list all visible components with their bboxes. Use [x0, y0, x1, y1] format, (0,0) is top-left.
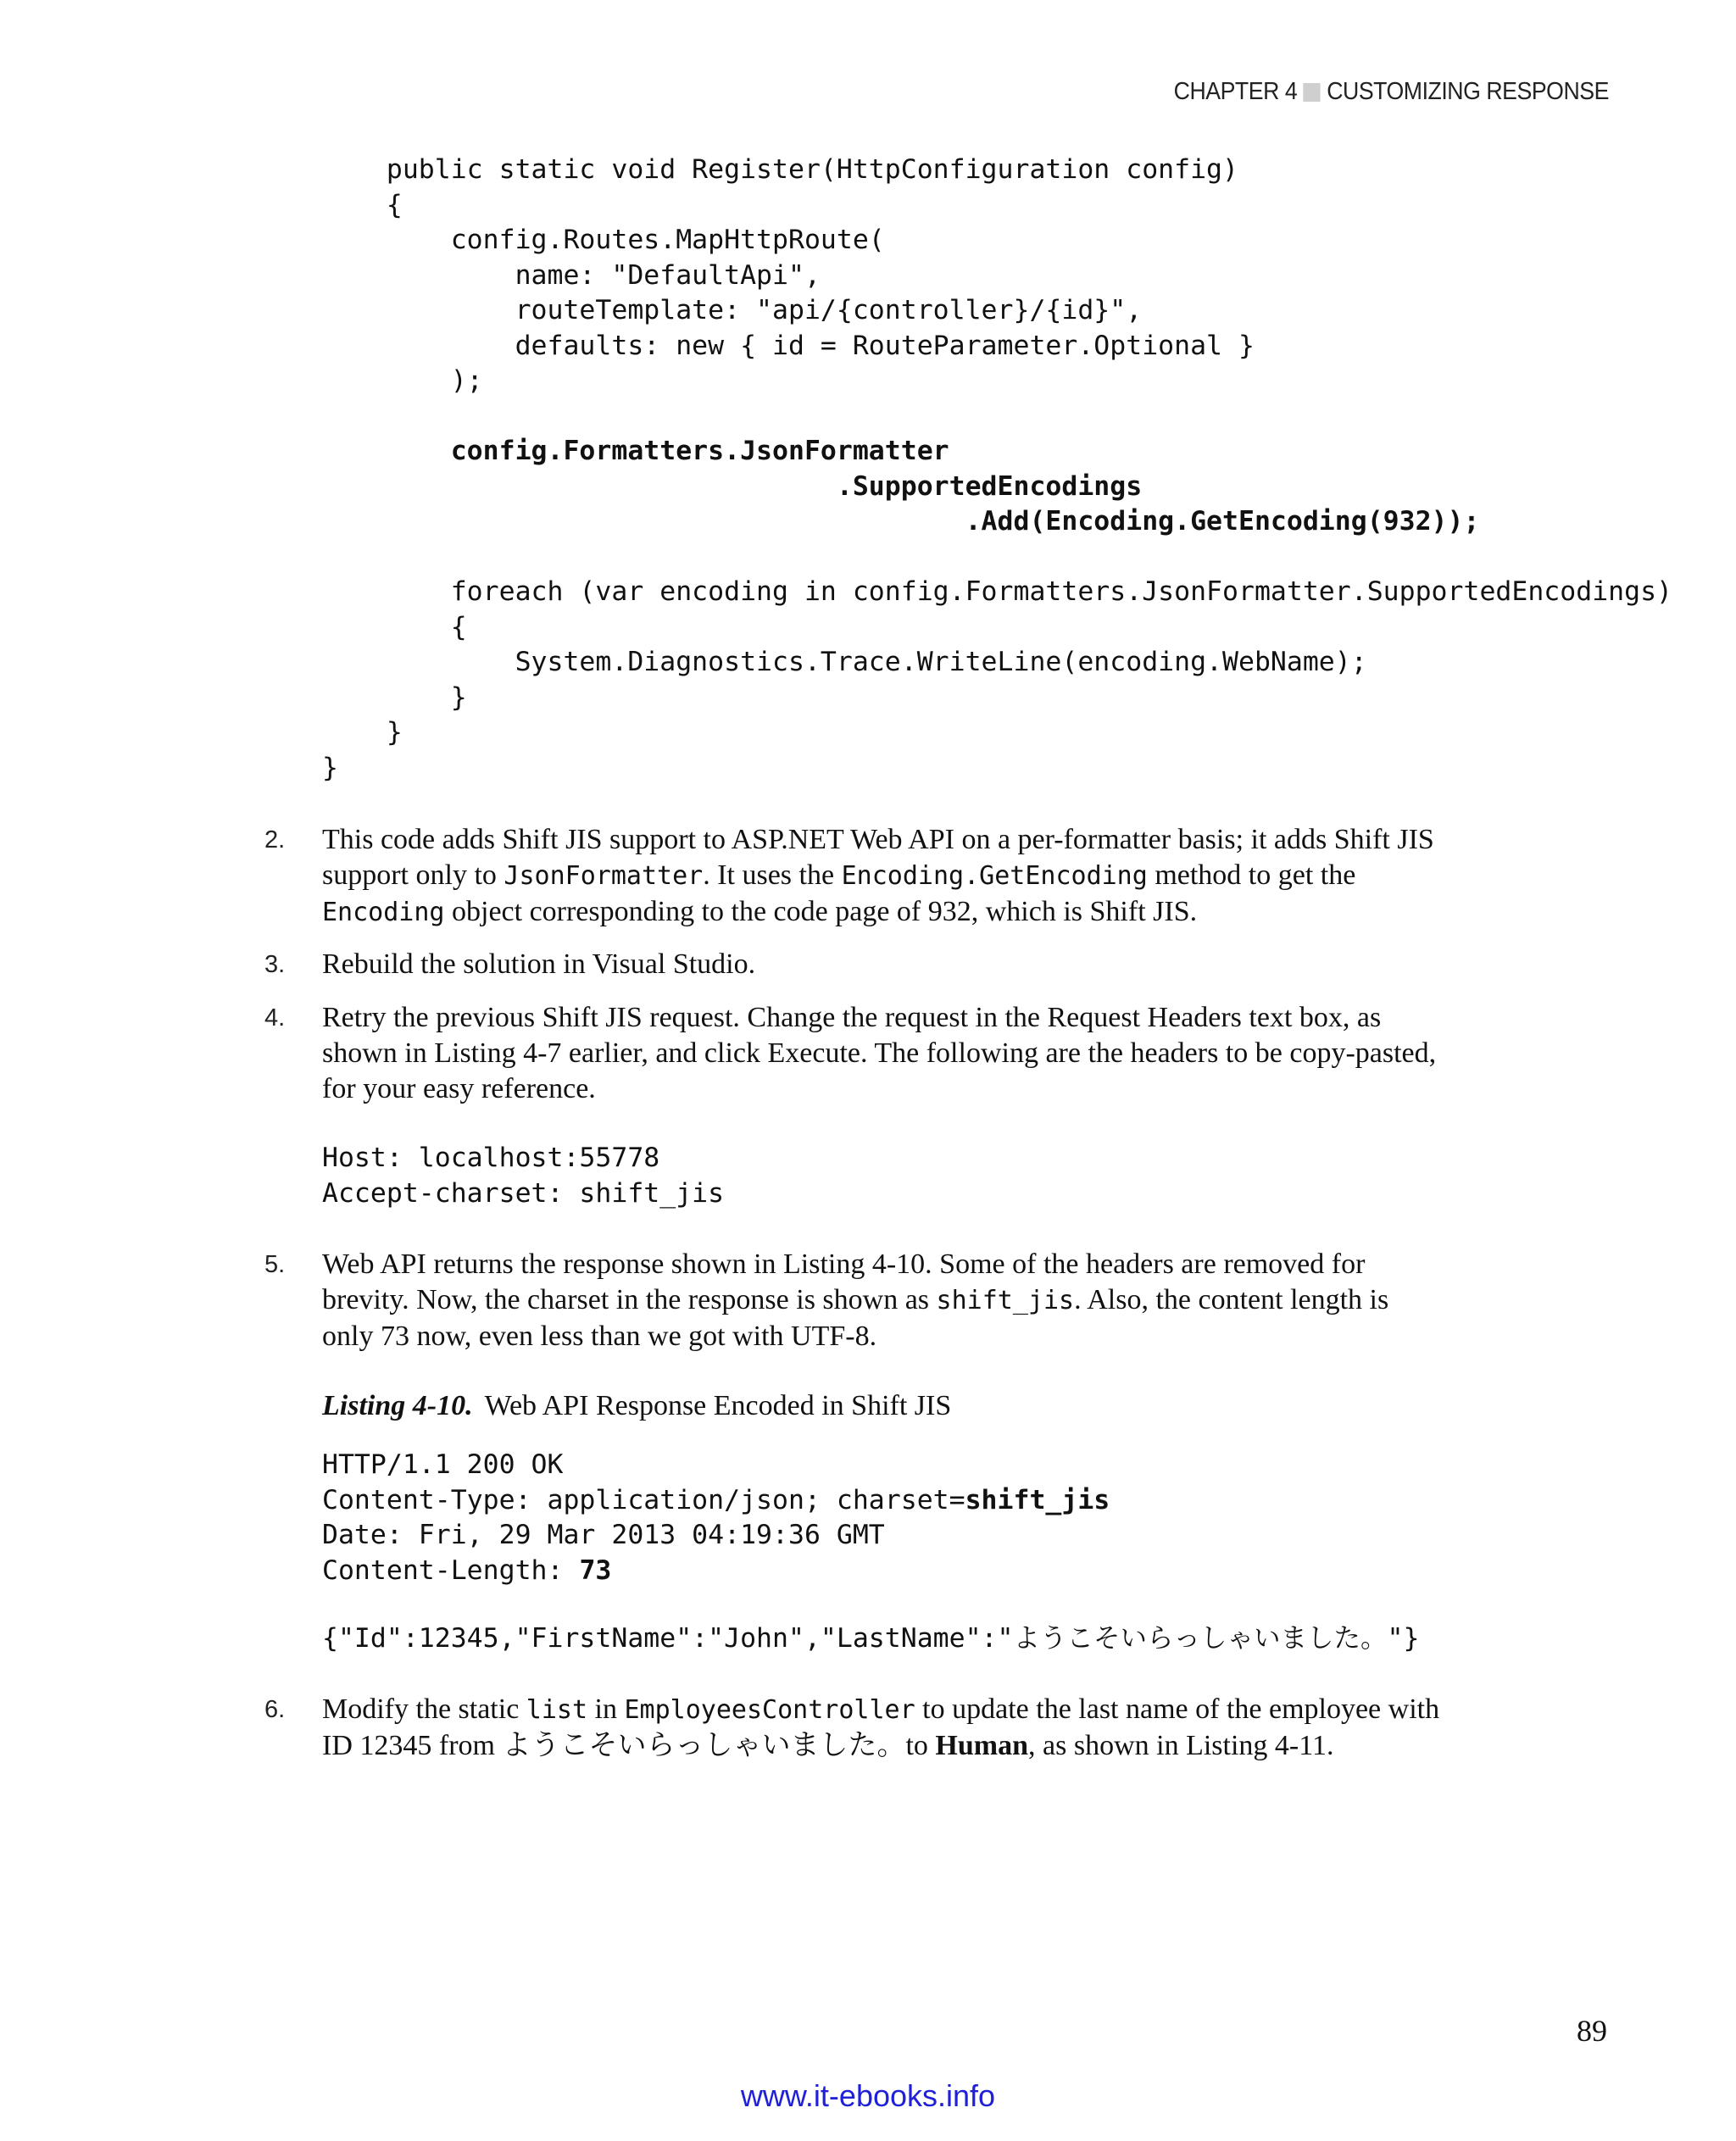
step-number: 3.	[264, 951, 286, 978]
chapter-title: CUSTOMIZING RESPONSE	[1327, 78, 1609, 105]
code-line: );	[322, 365, 483, 396]
inline-code: Encoding.GetEncoding	[841, 861, 1148, 891]
page-number: 89	[1577, 2014, 1607, 2048]
code-line: Accept-charset: shift_jis	[322, 1177, 725, 1209]
listing-title: Web API Response Encoded in Shift JIS	[484, 1390, 952, 1421]
code-line: System.Diagnostics.Trace.WriteLine(encoding.WebName);	[322, 647, 1367, 677]
text-run: method to get the	[1147, 859, 1356, 891]
code-line-bold: config.Formatters.JsonFormatter	[322, 436, 949, 466]
japanese-text: ようこそいらっしゃいました。	[502, 1730, 906, 1761]
listing-label: Listing 4-10.	[322, 1390, 473, 1421]
code-line: defaults: new { id = RouteParameter.Optional }	[322, 330, 1255, 361]
bold-text: Human	[935, 1730, 1029, 1761]
step-text	[322, 822, 1441, 931]
code-line: Host: localhost:55778	[322, 1143, 660, 1173]
step-number: 2.	[264, 826, 286, 854]
step-number: 6.	[264, 1696, 286, 1723]
code-highlight: shift_jis	[965, 1484, 1110, 1515]
code-line: name: "DefaultApi",	[322, 259, 821, 291]
code-line-bold: .Add(Encoding.GetEncoding(932));	[322, 506, 1480, 537]
code-line: routeTemplate: "api/{controller}/{id}",	[322, 295, 1143, 325]
code-block-register	[322, 153, 1672, 786]
code-line: config.Routes.MapHttpRoute(	[322, 225, 885, 255]
code-line: foreach (var encoding in config.Formatters.JsonFormatter.SupportedEncodings)	[322, 576, 1673, 607]
text-run: . Also, the content length is only 73 now, even less than we got with UTF-8.	[322, 1284, 1389, 1352]
code-line: {	[322, 189, 403, 220]
step-number: 4.	[264, 1004, 286, 1032]
code-highlight: 73	[579, 1554, 612, 1586]
text-run: to update the last name of the employee with ID 12345 from	[322, 1693, 1440, 1761]
step-number: 5.	[264, 1251, 286, 1278]
code-line-bold: .SupportedEncodings	[322, 470, 1143, 502]
code-line: {"Id":12345,"FirstName":"John","LastName":"ようこそいらっしゃいました。"}	[322, 1623, 1420, 1654]
code-line: Date: Fri, 29 Mar 2013 04:19:36 GMT	[322, 1520, 885, 1550]
inline-code: Encoding	[322, 898, 445, 927]
text-run: This code adds Shift JIS support to ASP.NET Web API on a per-formatter basis; it adds Shift JIS support only to	[322, 824, 1434, 891]
inline-code: JsonFormatter	[504, 861, 704, 891]
code-block-request-headers	[322, 1141, 724, 1211]
step-text	[322, 947, 1441, 982]
running-head	[1174, 78, 1609, 106]
code-line: }	[322, 717, 403, 748]
inline-code: list	[526, 1695, 588, 1725]
chapter-label: CHAPTER 4	[1173, 78, 1298, 105]
code-line: public static void Register(HttpConfiguration config)	[322, 154, 1238, 185]
code-block-response	[322, 1448, 1110, 1588]
text-run: to	[905, 1730, 936, 1761]
inline-code: EmployeesController	[624, 1695, 915, 1725]
step-text	[322, 1692, 1441, 1764]
text-run: . It uses the	[703, 859, 842, 891]
text-run: Rebuild the solution in Visual Studio.	[322, 948, 756, 980]
text-run: , as shown in Listing 4-11.	[1028, 1730, 1334, 1761]
code-line: }	[322, 752, 338, 783]
code-line: HTTP/1.1 200 OK	[322, 1449, 564, 1480]
text-run: object corresponding to the code page of 932, which is Shift JIS.	[444, 896, 1198, 927]
text-run: Web API returns the response shown in Listing 4-10. Some of the headers are removed for brevity. Now, the charset in the response is shown as	[322, 1248, 1366, 1315]
code-line: Content-Length:	[322, 1554, 580, 1586]
code-line: Content-Type: application/json; charset=	[322, 1484, 965, 1515]
text-run: Modify the static	[322, 1693, 526, 1725]
text-run: in	[587, 1693, 625, 1725]
inline-code: shift_jis	[936, 1286, 1075, 1315]
header-separator-square	[1304, 83, 1321, 102]
code-block-json-body	[322, 1621, 1419, 1657]
code-line: {	[322, 611, 467, 642]
code-line: }	[322, 681, 467, 713]
listing-caption	[322, 1390, 951, 1422]
step-text	[322, 1000, 1441, 1107]
step-text	[322, 1247, 1441, 1354]
text-run: Retry the previous Shift JIS request. Change the request in the Request Headers text box, as shown in Listing 4-7 earlier, and click Execute. The following are the headers to be copy-pasted, for your easy reference.	[322, 1002, 1437, 1104]
footer-link[interactable]: www.it-ebooks.info	[740, 2078, 996, 2113]
